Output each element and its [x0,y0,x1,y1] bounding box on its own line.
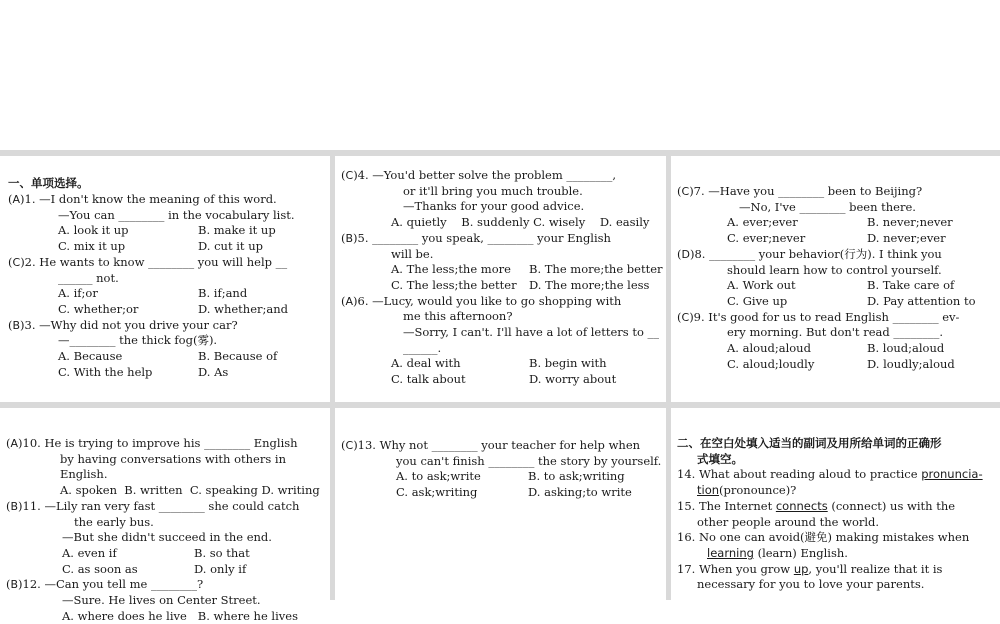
answer-15: connects [775,498,828,513]
option-9d: D. loudly;aloud [867,356,955,371]
option-2a: A. if;or [58,286,98,301]
option-8a: A. Work out [727,278,796,293]
option-7b: B. never;never [867,215,953,230]
panel-questions-1-3 [0,156,330,402]
question-7: (C)7. —Have you ________ been to Beijing? —No, I've ________ been there. A. ever;ever B. never;never C. ever;never D. never;ever [677,184,999,247]
option-1c: C. mix it up [58,239,126,254]
option-2d: D. whether;and [198,301,289,316]
answer-2: C [12,255,21,269]
option-9b: B. loud;aloud [867,341,945,356]
option-5a: A. The less;the more [391,262,511,277]
answer-14: pronuncia- [921,467,983,482]
section-heading-2: 二、在空白处填入适当的副词及用所给单词的正确形 [677,436,942,450]
options-10: A. spoken B. written C. speaking D. writing [60,483,320,498]
answer-8: D [681,247,690,261]
option-11a: A. even if [62,545,117,560]
option-6d: D. worry about [529,372,617,387]
options-4: A. quietly B. suddenly C. wisely D. easily [391,215,650,230]
option-3b: B. Because of [198,349,278,364]
answer-17: up [793,561,809,576]
panel-questions-10-12 [0,408,330,623]
option-3c: C. With the help [58,364,153,379]
option-3d: D. As [198,364,229,379]
question-14: 14. What about reading aloud to practice pronuncia- tion(pronounce)? [677,467,983,498]
question-9: (C)9. It's good for us to read English ________ ev- ery morning. But don't read ________. A. aloud;aloud B. loud;aloud C. aloud;loudly D. loudly;aloud [677,310,999,373]
panel-fill-in [671,408,1000,600]
option-1b: B. make it up [198,223,276,238]
option-8b: B. Take care of [867,278,955,293]
answer-5: B [345,231,354,245]
option-13a: A. to ask;write [396,469,481,484]
option-9a: A. aloud;aloud [727,341,811,356]
answer-4: C [345,169,354,182]
option-11b: B. so that [194,545,250,560]
option-5c: C. The less;the better [391,277,517,292]
question-2: (C)2. He wants to know ________ you will help __ ______ not. A. if;or B. if;and C. whether;or D. whether;and [8,255,326,318]
option-9c: C. aloud;loudly [727,356,815,371]
question-12: (B)12. —Can you tell me ________? —Sure. He lives on Center Street. A. where does he live B. where he lives [6,577,328,624]
option-13b: B. to ask;writing [528,469,625,484]
options-12-partial: A. where does he live B. where he lives [62,608,298,623]
option-5d: D. The more;the less [529,277,650,292]
option-6c: C. talk about [391,372,466,387]
option-11c: C. as soon as [62,561,138,576]
option-3a: A. Because [58,349,123,364]
option-13c: C. ask;writing [396,485,478,500]
question-1: (A)1. —I don't know the meaning of this word. —You can ________ in the vocabulary list. A. look it up B. make it up C. mix it up D. cut it up [8,192,326,255]
section-heading-1: 一、单项选择。 [8,176,89,190]
option-8d: D. Pay attention to [867,293,976,308]
option-7a: A. ever;ever [727,215,798,230]
option-8c: C. Give up [727,293,788,308]
question-5: (B)5. ________ you speak, ________ your English will be. A. The less;the more B. The more;the better C. The less;the better D. The more;the less [341,230,663,292]
question-10: (A)10. He is trying to improve his ________ English by having conversations with others in English. A. spoken B. written C. speaking D. writing [6,436,328,499]
option-2c: C. whether;or [58,301,139,316]
option-6a: A. deal with [391,356,461,371]
question-4: (C)4. —You'd better solve the problem ________, or it'll bring you much trouble. —Thanks for your good advice. A. quietly B. suddenly C. wisely D. easily [341,168,663,231]
answer-10: A [10,437,19,450]
question-13: (C)13. Why not ________ your teacher for help when you can't finish ________ the story by yourself. A. to ask;write B. to ask;writing C. ask;writing D. asking;to write [341,438,662,500]
answer-16: learning [707,545,754,560]
question-11: (B)11. —Lily ran very fast ________ she could catch the early bus. —But she didn't succeed in the end. A. even if B. so that C. as soon as D. only if [6,499,328,578]
question-8: (D)8. ________ your behavior(行为). I think you should learn how to control yourself. A. Work out B. Take care of C. Give up D. Pay attention to [677,247,999,310]
section-heading-2-cont: 式填空。 [697,451,743,466]
answer-3: B [12,318,21,332]
answer-7: C [681,185,690,198]
option-7d: D. never;ever [867,231,946,246]
option-2b: B. if;and [198,286,248,301]
option-7c: C. ever;never [727,231,806,246]
option-5b: B. The more;the better [529,262,663,277]
answer-1: A [12,193,21,206]
question-6: (A)6. —Lucy, would you like to go shopping with me this afternoon? —Sorry, I can't. I'll have a lot of letters to __ ______. A. deal with B. begin with C. talk about D. worry about [341,294,663,388]
answer-11: B [10,499,19,513]
option-1d: D. cut it up [198,239,263,254]
panel-questions-4-6 [335,156,666,402]
question-16: 16. No one can avoid(避免) making mistakes when learning (learn) English. [677,530,970,560]
panel-question-13 [335,408,666,600]
option-6b: B. begin with [529,356,607,371]
panel-questions-7-9 [671,156,1000,402]
question-15: 15. The Internet connects (connect) us with the other people around the world. [677,498,956,529]
answer-9: C [681,310,690,324]
question-3: (B)3. —Why did not you drive your car? —________ the thick fog(雾). A. Because B. Because of C. With the help D. As [8,318,326,381]
option-13d: D. asking;to write [528,485,632,500]
answer-6: A [345,294,354,308]
question-17: 17. When you grow up, you'll realize that it is necessary for you to love your parents. [677,561,943,592]
option-11d: D. only if [194,561,247,576]
option-1a: A. look it up [58,223,129,238]
answer-12: B [10,578,19,592]
answer-13: C [345,439,354,452]
